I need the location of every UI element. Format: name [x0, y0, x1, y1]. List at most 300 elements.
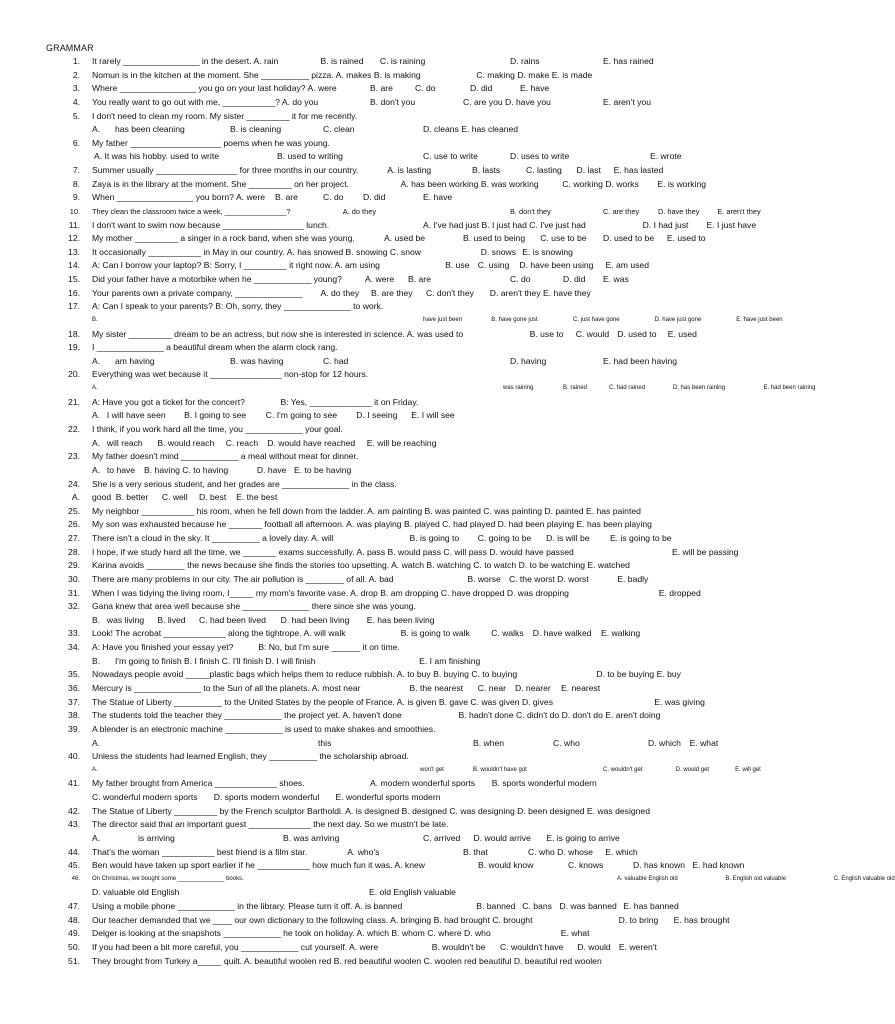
- question-text: B. worse: [467, 573, 501, 584]
- question-line: [0, 69, 768, 82]
- question-text: D. did: [363, 192, 386, 203]
- question-text: The Statue of Liberty _________ by the French sculptor Bartholdi. A. is designed B. designed C. was designing D. been designed E. was designed: [92, 805, 650, 816]
- question-line: [0, 682, 768, 695]
- question-text: B. is going to walk: [400, 628, 470, 639]
- question-line: [0, 314, 783, 327]
- question-text: E. have: [423, 192, 453, 203]
- question-number: 20.: [68, 369, 80, 380]
- question-line: [0, 886, 768, 899]
- question-text: I think, if you work hard all the time, you ____________ your goal.: [92, 424, 343, 434]
- question-line: [0, 832, 768, 845]
- question-number: A.: [71, 492, 80, 503]
- question-text: The director said that an important guest _____________ the next day. So we mustn't be late.: [92, 819, 449, 830]
- question-text: C. working D. works: [562, 178, 639, 189]
- question-text: A. I've had just B. I just had C. I've just had: [423, 219, 586, 230]
- question-number: 42.: [68, 805, 80, 816]
- question-text: I don't want to swim now because _________________ lunch.: [92, 219, 330, 230]
- question-text: Did your father have a motorbike when he ____________ young?: [92, 274, 342, 285]
- question-text: I don't need to clean my room. My sister _________ it for me recently.: [92, 110, 358, 121]
- question-line: [0, 96, 768, 109]
- question-line: [0, 273, 768, 286]
- question-number: 48.: [68, 914, 80, 925]
- option-letter: B.: [92, 614, 101, 625]
- question-text: I will have seen: [106, 410, 166, 421]
- question-text: B. is going to: [409, 533, 460, 544]
- question-text: C. using: [477, 260, 510, 271]
- question-text: My mother _________ a singer in a rock band, when she was young.: [92, 233, 355, 244]
- question-text: D. I had just: [642, 219, 689, 230]
- question-text: Our teacher demanded that we ____ our own dictionary to the following class. A. bringing B. had brought C. brought: [92, 914, 533, 925]
- question-text: It occasionally ___________ in May in our country. A. has snowed B. snowing C. snow: [92, 246, 421, 257]
- question-number: 24.: [68, 478, 80, 489]
- question-line: [0, 246, 768, 259]
- question-line: [0, 737, 768, 750]
- question-text: E. badly: [617, 573, 649, 584]
- question-number: 17.: [68, 301, 80, 312]
- question-text: She is a very serious student, and her grades are ______________ in the class.: [92, 478, 397, 489]
- question-number: 47.: [68, 901, 80, 912]
- question-text: A: Have you got a ticket for the concert?: [92, 396, 245, 407]
- question-text: A. is lasting: [387, 165, 432, 176]
- question-text: E. will be passing: [672, 546, 739, 557]
- question-text: That's the woman ___________ best friend is a film star.: [92, 846, 308, 857]
- question-text: When I was tidying the living room, I_____ my mom's favorite vase. A. drop B. am dropping C. have dropped D. was dropping: [92, 587, 569, 598]
- question-number: 50.: [68, 941, 80, 952]
- question-text: D. I seeing: [356, 410, 398, 421]
- question-text: E. dropped: [658, 587, 701, 598]
- question-text: A: Have you finished your essay yet?: [92, 642, 234, 653]
- question-text: B. I going to see: [184, 410, 247, 421]
- question-number: 26.: [68, 519, 80, 530]
- question-text: D. having: [510, 355, 547, 366]
- question-line: [0, 532, 768, 545]
- question-text: have just been: [423, 316, 463, 323]
- question-line: [0, 219, 768, 232]
- question-text: was living: [106, 614, 145, 625]
- option-letter: A.: [92, 355, 101, 366]
- question-text: E. weren't: [618, 941, 657, 952]
- question-line: [0, 382, 816, 395]
- question-text: D. have walked: [532, 628, 592, 639]
- question-line: [0, 355, 768, 368]
- question-text: E. will be reaching: [366, 437, 437, 448]
- question-text: D. have: [256, 464, 287, 475]
- question-text: D. snows: [480, 246, 517, 257]
- question-line: [0, 259, 768, 272]
- question-text: C. arrived: [423, 832, 461, 843]
- question-text: B. don't they: [510, 206, 551, 216]
- question-text: E. what: [560, 928, 590, 939]
- question-text: C. use to be: [540, 233, 587, 244]
- question-line: [0, 750, 768, 763]
- question-text: C. clean: [323, 124, 355, 135]
- question-text: C. had rained: [609, 385, 646, 392]
- question-number: 34.: [68, 642, 80, 653]
- question-text: D. which: [648, 737, 681, 748]
- question-number: 44.: [68, 846, 80, 857]
- question-text: D. aren't they E. have they: [489, 287, 591, 298]
- question-text: There are many problems in our city. The air pollution is ________ of all. A. bad: [92, 573, 394, 584]
- question-text: Using a mobile phone ____________ in the library. Please turn it off. A. is banned: [92, 901, 403, 912]
- question-line: [0, 478, 768, 491]
- question-line: [0, 955, 768, 968]
- question-line: [0, 709, 768, 722]
- question-number: 11.: [68, 219, 80, 230]
- question-text: C. well: [161, 492, 188, 503]
- question-text: D. did: [470, 83, 493, 94]
- question-text: will reach: [106, 437, 143, 448]
- question-line: [0, 655, 768, 668]
- question-text: E. aren't they: [717, 206, 761, 216]
- question-text: D. have they: [657, 206, 700, 216]
- question-text: E. have just been: [736, 316, 783, 323]
- question-text: B. having C. to having: [144, 464, 229, 475]
- question-text: D. is will be: [546, 533, 590, 544]
- question-text: C. are they: [603, 206, 640, 216]
- question-text: B. is cleaning: [230, 124, 282, 135]
- question-text: Nowadays people avoid _____plastic bags which helps them to reduce rubbish. A. to buy B. buying C. to buying: [92, 669, 518, 680]
- question-number: 31.: [68, 587, 80, 598]
- question-number: 5.: [72, 110, 80, 121]
- question-line: [0, 518, 768, 531]
- question-line: [0, 573, 768, 586]
- question-text: E. had been raining: [763, 385, 816, 392]
- question-line: [0, 150, 768, 163]
- question-line: [0, 328, 768, 341]
- question-line: [0, 178, 768, 191]
- question-text: Mercury is ______________ to the Sun of all the planets. A. most near: [92, 682, 361, 693]
- question-line: [0, 914, 768, 927]
- question-text: B. used to being: [463, 233, 526, 244]
- question-text: E. what: [689, 737, 719, 748]
- question-text: B. hadn't done C. didn't do D. don't do E. aren't doing: [458, 710, 661, 721]
- question-number: 27.: [68, 533, 80, 544]
- question-text: C. is raining: [379, 56, 426, 66]
- question-line: [0, 941, 768, 954]
- question-text: D. have been using: [519, 260, 594, 271]
- question-text: C. English valuable old: [833, 875, 895, 882]
- question-text: C. do: [510, 274, 531, 285]
- question-text: You really want to go out with me, ___________? A. do you: [92, 96, 319, 107]
- question-text: E. is going to be: [609, 533, 672, 544]
- question-text: E. has rained: [603, 56, 654, 66]
- question-text: E. have: [520, 83, 550, 94]
- question-text: B: Yes, _____________ it on Friday.: [280, 396, 419, 407]
- question-line: [0, 505, 768, 518]
- question-text: B. when: [473, 737, 505, 748]
- question-text: D. nearer: [514, 682, 551, 693]
- question-line: [0, 614, 768, 627]
- question-text: A. modern wonderful sports: [370, 778, 476, 789]
- question-line: [0, 791, 768, 804]
- question-text: C. walks: [491, 628, 524, 639]
- question-line: [0, 110, 768, 123]
- question-text: I hope, if we study hard all the time, we _______ exams successfully. A. pass B. would pass C. will pass D. would have passed: [92, 546, 574, 557]
- question-text: C. do: [323, 192, 344, 203]
- question-number: 14.: [68, 260, 80, 271]
- question-text: A. were: [235, 192, 266, 203]
- question-text: B. are: [408, 274, 431, 285]
- question-text: E. has brought: [673, 914, 730, 925]
- question-line: [0, 764, 768, 777]
- question-number: 43.: [68, 819, 80, 830]
- option-letter: B.: [92, 316, 98, 323]
- question-text: B. was having: [230, 355, 284, 366]
- question-number: 32.: [68, 601, 80, 612]
- question-text: C. bans: [522, 901, 552, 912]
- question-line: [0, 846, 768, 859]
- question-text: D. would arrive: [473, 832, 531, 843]
- question-line: [0, 723, 768, 736]
- question-text: E. is snowing: [522, 246, 573, 257]
- question-number: 35.: [68, 669, 80, 680]
- question-text: My son was exhausted because he _______ football all afternoon. A. was playing B. played C. had played D. had been playing E. has been playing: [92, 519, 652, 530]
- question-text: C. going to be: [477, 533, 532, 544]
- question-line: [0, 450, 768, 463]
- question-text: Ben would have taken up sport earlier if he ___________ how much fun it was. A. knew: [92, 860, 425, 871]
- question-text: D. did: [563, 274, 586, 285]
- question-line: [0, 464, 768, 477]
- question-number: 29.: [68, 560, 80, 571]
- question-text: C. who D. whose: [528, 846, 593, 857]
- question-text: is arriving: [138, 832, 175, 843]
- question-number: 8.: [72, 178, 80, 189]
- question-number: 21.: [68, 396, 80, 407]
- question-text: E. nearest: [561, 682, 601, 693]
- question-line: [0, 82, 768, 95]
- question-number: 4.: [72, 96, 80, 107]
- question-text: Karina avoids ________ the news because she finds the stories too upsetting. A. watch B. watching C. to watch D. to be watching E. watched: [92, 560, 630, 571]
- question-number: 18.: [68, 328, 80, 339]
- question-line: [0, 805, 768, 818]
- question-text: E. used to: [666, 233, 706, 244]
- question-text: am having: [115, 355, 155, 366]
- question-text: C. wonderful modern sports: [92, 792, 198, 803]
- question-line: [0, 491, 768, 504]
- question-line: [0, 641, 768, 654]
- question-text: Unless the students had learned English, they __________ the scholarship abroad.: [92, 751, 409, 762]
- question-text: B. sports wonderful modern: [491, 778, 597, 789]
- question-text: A. do they: [342, 206, 377, 216]
- question-text: D. have just gone: [654, 316, 702, 323]
- question-text: A. valuable English old: [617, 875, 678, 882]
- question-text: C. reach: [225, 437, 259, 448]
- option-letter: A.: [92, 464, 101, 475]
- question-text: C. wouldn't get: [603, 766, 643, 773]
- question-line: [0, 777, 768, 790]
- question-text: B. wouldn't have got: [473, 766, 527, 773]
- question-text: A. who's: [347, 846, 380, 857]
- question-line: [0, 927, 768, 940]
- question-line: [0, 300, 768, 313]
- question-text: D. used to be: [603, 233, 655, 244]
- question-text: D. has known: [633, 860, 686, 871]
- question-text: B. don't you: [370, 96, 416, 107]
- question-text: B. use: [445, 260, 470, 271]
- question-text: D. would get: [675, 766, 710, 773]
- question-text: C. wouldn't have: [500, 941, 564, 952]
- question-text: C. the worst D. worst: [508, 573, 589, 584]
- question-text: My father ___________________ poems when he was young.: [92, 137, 330, 148]
- question-text: B. use to: [529, 328, 564, 339]
- question-text: D. cleans E. has cleaned: [423, 124, 519, 135]
- question-text: Everything was wet because it _______________ non-stop for 12 hours.: [92, 369, 369, 380]
- question-number: 15.: [68, 274, 80, 285]
- question-text: E. am used: [605, 260, 649, 271]
- question-text: D. to be buying E. buy: [596, 669, 681, 680]
- question-text: C. use to write: [423, 151, 478, 162]
- question-text: good: [92, 492, 112, 503]
- question-text: A. It was his hobby. used to write: [94, 151, 219, 162]
- question-text: E. walking: [601, 628, 641, 639]
- question-line: [0, 123, 768, 136]
- question-line: [0, 137, 768, 150]
- question-text: The students told the teacher they ____________ the project yet. A. haven't done: [92, 710, 402, 721]
- question-line: [0, 164, 768, 177]
- question-text: E. will get: [735, 766, 761, 773]
- question-number: 36.: [68, 682, 80, 693]
- question-number: 49.: [68, 928, 80, 939]
- question-line: [0, 191, 768, 204]
- question-text: C. don't they: [425, 287, 474, 298]
- question-text: E. I just have: [706, 219, 757, 230]
- question-number: 28.: [68, 546, 80, 557]
- question-text: D. would have reached: [267, 437, 356, 448]
- question-text: C. do: [415, 83, 436, 94]
- question-number: 38.: [68, 710, 80, 721]
- question-text: D. sports modern wonderful: [213, 792, 320, 803]
- question-line: [0, 559, 768, 572]
- question-text: E. had known: [692, 860, 745, 871]
- question-number: 23.: [68, 451, 80, 462]
- question-number: 40.: [68, 751, 80, 762]
- question-line: [0, 368, 768, 381]
- question-text: C. I'm going to see: [265, 410, 338, 421]
- question-text: D. best: [199, 492, 227, 503]
- question-text: B. better: [115, 492, 149, 503]
- question-number: 25.: [68, 505, 80, 516]
- question-text: B. banned: [476, 901, 516, 912]
- question-text: E. used: [667, 328, 697, 339]
- question-line: [0, 900, 768, 913]
- question-number: 10.: [69, 206, 80, 216]
- question-text: A blender is an electronic machine ____________ is used to make shakes and smoothies.: [92, 723, 436, 734]
- question-text: E. wrote: [650, 151, 682, 162]
- question-text: Delger is looking at the snapshots ____________ he took on holiday. A. which B. whom C. where D. who: [92, 928, 491, 939]
- question-number: 41.: [68, 778, 80, 789]
- question-number: 19.: [68, 342, 80, 353]
- question-text: B. lasts: [472, 165, 501, 176]
- question-text: On Christmas, we bought some ______________ books.: [92, 875, 244, 882]
- question-line: [0, 423, 768, 436]
- question-text: E. I am finishing: [419, 655, 481, 666]
- question-line: [0, 287, 768, 300]
- question-line: [0, 232, 768, 245]
- question-number: 2.: [72, 69, 80, 80]
- question-text: C. are you D. have you: [463, 96, 551, 107]
- question-text: B. wouldn't be: [431, 941, 486, 952]
- question-text: C. who: [553, 737, 580, 748]
- question-text: E. has lasted: [613, 165, 664, 176]
- question-text: A: Can I speak to your parents? B: Oh, sorry, they ______________ to work.: [92, 301, 384, 312]
- question-text: C. had been lived: [199, 614, 266, 625]
- question-number: 9.: [72, 192, 80, 203]
- question-number: 7.: [72, 165, 80, 176]
- question-text: E. the best: [236, 492, 278, 503]
- question-line: [0, 205, 768, 218]
- question-line: [0, 587, 768, 600]
- question-text: was raining: [503, 385, 534, 392]
- question-text: A: Can I borrow your laptop? B: Sorry, I _________ it right now. A. am using: [92, 260, 380, 271]
- question-text: E. has banned: [623, 901, 679, 912]
- option-letter: A.: [92, 437, 101, 448]
- worksheet-title: GRAMMAR: [46, 43, 94, 53]
- question-text: C. lasting: [526, 165, 562, 176]
- question-text: B. would reach: [157, 437, 215, 448]
- question-text: D. would: [577, 941, 611, 952]
- option-letter: A.: [92, 737, 101, 748]
- question-text: E. to be having: [294, 464, 352, 475]
- question-text: C. would: [575, 328, 610, 339]
- question-line: [0, 627, 768, 640]
- question-text: B. was arriving: [283, 832, 340, 843]
- question-text: I'm going to finish B. I finish C. I'll finish D. I will finish: [115, 655, 316, 666]
- question-number: 45.: [68, 860, 80, 871]
- option-letter: A.: [92, 832, 101, 843]
- question-text: B. lived: [157, 614, 186, 625]
- question-text: B. are: [275, 192, 298, 203]
- question-text: A. do they: [320, 287, 360, 298]
- question-text: B. English old valuable: [725, 875, 787, 882]
- question-line: [0, 668, 768, 681]
- question-text: There isn't a cloud in the sky. It __________ a lovely day. A. will: [92, 533, 334, 544]
- question-number: 30.: [68, 573, 80, 584]
- question-number: 51.: [68, 955, 80, 966]
- question-line: [0, 859, 768, 872]
- question-number: 3.: [72, 83, 80, 94]
- question-text: B. are they: [371, 287, 413, 298]
- question-text: My father brought from America _____________ shoes.: [92, 778, 305, 789]
- question-text: D. used to: [617, 328, 657, 339]
- question-text: E. is going to arrive: [546, 832, 620, 843]
- question-text: C. making D. make E. is made: [476, 69, 593, 80]
- question-number: 46.: [71, 875, 80, 882]
- question-text: D. has been raining: [672, 385, 725, 392]
- question-text: D. was banned: [559, 901, 617, 912]
- question-text: C. near: [477, 682, 506, 693]
- question-text: Your parents own a private company, ______________: [92, 287, 303, 298]
- question-text: They brought from Turkey a_____ quilt. A. beautiful woolen red B. red beautiful woolen C. woolen red beautiful D. beautiful red woolen: [92, 955, 602, 966]
- question-number: 16.: [68, 287, 80, 298]
- question-text: If you had been a bit more careful, you ____________ cut yourself. A. were: [92, 941, 379, 952]
- question-text: A. were: [365, 274, 395, 285]
- question-text: Where ________________ you go on your last holiday? A. were: [92, 83, 337, 94]
- question-text: My sister _________ dream to be an actress, but now she is interested in science. A. was used to: [92, 328, 464, 339]
- question-text: E. has been living: [366, 614, 435, 625]
- question-text: E. was: [603, 274, 629, 285]
- question-text: C. knows: [568, 860, 604, 871]
- option-letter: A.: [92, 766, 98, 773]
- question-text: It rarely ________________ in the desert. A. rain: [92, 56, 279, 66]
- question-text: Zaya is in the library at the moment. She _________ on her project.: [92, 178, 350, 189]
- question-text: B. would know: [478, 860, 534, 871]
- question-text: D. to bring: [618, 914, 659, 925]
- question-number: 33.: [68, 628, 80, 639]
- option-letter: B.: [92, 655, 101, 666]
- question-line: [0, 437, 768, 450]
- question-line: [0, 341, 768, 354]
- question-text: My neighbor ___________ his room, when he fell down from the ladder. A. am painting B. was painted C. was painting D. painted E. has painted: [92, 505, 641, 516]
